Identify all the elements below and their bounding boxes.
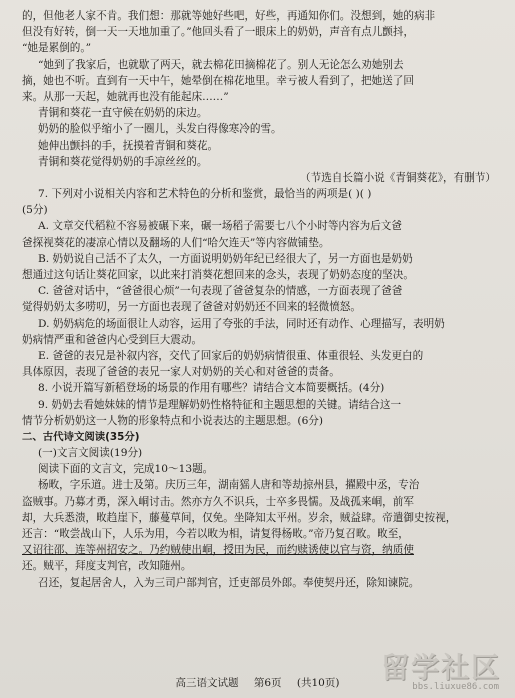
option-b: B. 奶奶说自己活不了太久，一方面说明奶奶年纪已经很大了，另一方面也是奶奶 xyxy=(38,252,413,265)
watermark xyxy=(381,646,501,692)
option-e: E. 爸爸的表兄是补叙内容，交代了回家后的奶奶病情很重、体重很轻、头发更白的 xyxy=(38,349,424,362)
watermark-url: bbs.liuxue86.com xyxy=(412,682,499,692)
classical-text-line: 却，大兵悉溃，畋趋崖下，藤蔓草间，仅免。坐降知太平州。岁余，贼益肆。帝遣御史按视， xyxy=(22,511,457,524)
page-content xyxy=(22,8,500,591)
text-line: 奶奶的脸似乎缩小了一圈儿，头发白得像寒冷的雪。 xyxy=(38,123,282,136)
text-line: 来。从那一天起，她就再也没有能起床……” xyxy=(22,90,229,103)
question-7: 7. 下列对小说相关内容和艺术特色的分析和鉴赏，最恰当的两项是( )( ) xyxy=(38,188,372,201)
footer-title: 高三语文试题 xyxy=(175,677,239,689)
text-line: 青铜和葵花觉得奶奶的手凉丝丝的。 xyxy=(38,155,208,168)
text-line: 摘，她也不听。直到有一天中午，她晕倒在棉花地里。幸亏被人看到了，把她送了回 xyxy=(22,74,414,87)
text-line: 情节分析奶奶这一人物的形象特点和小说表达的主题思想。(6分) xyxy=(22,414,324,427)
option-d: D. 奶奶病危的场面很让人动容，运用了夸张的手法，同时还有动作、心理描写，表明奶 xyxy=(38,317,445,330)
text-line: 想通过这句话让葵花回家，以此来打消葵花想回来的念头，表现了奶奶态度的坚决。 xyxy=(22,269,414,281)
question-9: 9. 奶奶去看她妹妹的情节是理解奶奶性格特征和主题思想的关键。请结合这一 xyxy=(38,398,402,411)
option-c: C. 爸爸对话中，“爸爸很心烦”一句表现了爸爸复杂的情感，一方面表现了爸爸 xyxy=(38,285,403,298)
footer-page-number: 第6页 xyxy=(253,677,282,689)
text-line: 她伸出颤抖的手，抚摸着青铜和葵花。 xyxy=(38,139,219,152)
question-8: 8. 小说开篇写新稻登场的场景的作用有哪些？请结合文本简要概括。(4分) xyxy=(38,382,385,395)
text-line: 青铜和葵花一直守候在奶奶的床边。 xyxy=(38,107,208,120)
text-line: “她是累倒的。” xyxy=(22,42,92,55)
source-note: （节选自长篇小说《青铜葵花》，有删节） xyxy=(300,171,496,184)
text-line: (5分) xyxy=(22,204,48,217)
classical-text-line: 杨畋，字乐道。进士及第。庆历三年，湖南猺人唐和等劫掠州县，擢殿中丞，专治 xyxy=(38,479,420,492)
footer-total-pages: (共10页) xyxy=(296,677,340,689)
text-line: 爸探视葵花的凄凉心情以及翻场的人们“哈欠连天”等内容做铺垫。 xyxy=(22,236,330,249)
classical-text-line: 还言：“畋尝战山下，人乐为用，今若以畋为相，请复得杨畋。”帝乃复召畋。畋至， xyxy=(22,528,409,540)
subsection-heading: (一)文言文阅读(19分) xyxy=(38,447,143,460)
watermark-logo: 留学社区 xyxy=(381,651,502,684)
text-line: 觉得奶奶太多唠叨，另一方面也表现了爸爸对奶奶还不回来的轻微愤怒。 xyxy=(22,301,361,314)
classical-text-line: 又诏往邵、连等州招安之。乃约贼使出峒，授田为民，而约赎诱使以官与资，纳质使 xyxy=(22,544,414,557)
text-line: 奶病情严重和爸爸内心受到巨大震动。 xyxy=(22,333,203,346)
classical-text-line: 盗贼事。乃募才勇，深入峒讨击。然亦方久不识兵，士卒多畏懦。及战孤来峒，前军 xyxy=(22,495,414,508)
classical-text-line: 还。贼平，拜度支判官，改知随州。 xyxy=(22,560,192,573)
text-line: “她到了我家后，也就歇了两天，就去棉花田摘棉花了。别人无论怎么劝她别去 xyxy=(38,58,404,71)
text-line: 的，但他老人家不肯。我们想：那就等她好些吧，好些，再通知你们。没想到，她的病非 xyxy=(22,10,436,22)
instruction: 阅读下面的文言文，完成10～13题。 xyxy=(38,463,214,476)
classical-text-line: 召还，复起居舍人，入为三司户部判官，迁吏部员外郎。奉使契丹还，除知谏院。 xyxy=(38,576,420,589)
option-a: A. 文章交代稻粒不容易被碾下来，碾一场稻子需要七八个小时等内容为后文爸 xyxy=(38,220,402,233)
section-heading: 二、古代诗文阅读(35分) xyxy=(22,430,140,443)
text-line: 具体原因，表现了爸爸的表兄一家人对奶奶的关心和对爸爸的责备。 xyxy=(22,366,340,379)
text-line: 但没有好转，倒一天一天地加重了。”他回头看了一眼床上的奶奶，声音有点儿颤抖， xyxy=(22,26,415,39)
